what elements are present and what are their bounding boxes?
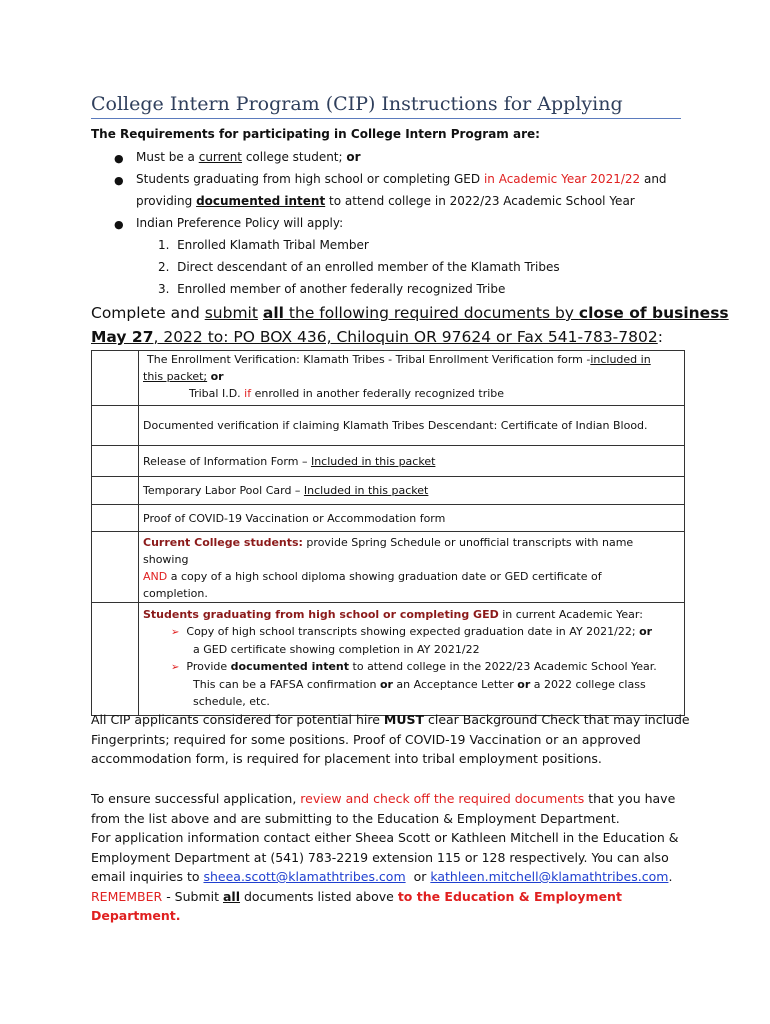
checkbox[interactable] [92,505,139,532]
requirements-heading: The Requirements for participating in College Intern Program are: [91,127,540,141]
checkbox[interactable] [92,603,139,716]
preference-2: 2. Direct descendant of an enrolled member of the Klamath Tribes [158,260,560,274]
requirement-2-cont: providing documented intent to attend college in 2022/23 Academic School Year [136,194,635,208]
checkbox[interactable] [92,477,139,505]
requirement-3: Indian Preference Policy will apply: [136,216,344,230]
submit-instruction-line2: May 27, 2022 to: PO BOX 436, Chiloquin OR 97624 or Fax 541-783-7802: [91,328,663,346]
requirement-1: Must be a current college student; or [136,150,361,164]
table-row [92,351,685,406]
submit-instruction-line1: Complete and submit all the following required documents by close of business [91,304,729,322]
table-row [92,603,685,716]
doc-release-form: Release of Information Form – Included in this packet [139,446,685,477]
doc-graduating-students: Students graduating from high school or completing GED in current Academic Year: ➢ Copy of high school transcripts showing expected graduation date in AY 2021/22; or a GED certificate showing completion in AY 2021/22 ➢ Provide documented intent to attend college in the 2022/23 Academic School Year. This can be a FAFSA confirmation or an Acceptance Letter or a 2022 college class schedule, etc. [139,603,685,716]
checkbox[interactable] [92,532,139,603]
table-row [92,532,685,603]
email-link-sheea[interactable]: sheea.scott@klamathtribes.com [203,869,406,884]
bullet-icon: ● [114,152,124,165]
email-link-kathleen[interactable]: kathleen.mitchell@klamathtribes.com [430,869,669,884]
checkbox[interactable] [92,351,139,406]
background-check-paragraph: All CIP applicants considered for potential hire MUST clear Background Check that may include Fingerprints; required for some positions. Proof of COVID-19 Vaccination or an approved accommodation form, is required for placement into tribal employment positions. [91,712,690,766]
doc-covid-proof: Proof of COVID-19 Vaccination or Accommodation form [139,505,685,532]
checkbox[interactable] [92,406,139,446]
doc-enrollment-verification: The Enrollment Verification: Klamath Tribes - Tribal Enrollment Verification form -included in this packet; or Tribal I.D. if enrolled in another federally recognized tribe [139,351,685,406]
doc-labor-pool-card: Temporary Labor Pool Card – Included in this packet [139,477,685,505]
preference-1: 1. Enrolled Klamath Tribal Member [158,238,369,252]
doc-current-students: Current College students: provide Spring Schedule or unofficial transcripts with name showing AND a copy of a high school diploma showing graduation date or GED certificate of completion. [139,532,685,603]
arrow-bullet-icon: ➢ [171,627,180,638]
bullet-icon: ● [114,218,124,231]
preference-3: 3. Enrolled member of another federally recognized Tribe [158,282,506,296]
requirement-2: Students graduating from high school or completing GED in Academic Year 2021/22 and [136,172,667,186]
table-row [92,505,685,532]
checkbox[interactable] [92,446,139,477]
table-row [92,406,685,446]
table-row [92,446,685,477]
bullet-icon: ● [114,174,124,187]
arrow-bullet-icon: ➢ [171,662,180,673]
closing-paragraph: To ensure successful application, review and check off the required documents that you have from the list above and are submitting to the Education & Employment Department. For application information contact either Sheea Scott or Kathleen Mitchell in the Education & Employment Department at (541) 783-2219 extension 115 or 128 respectively. You can also email inquiries to sheea.scott@klamathtribes.com or kathleen.mitchell@klamathtribes.com. REMEMBER - Submit all documents listed above to the Education & Employment Department. [91,791,679,923]
doc-descendant-verification: Documented verification if claiming Klamath Tribes Descendant: Certificate of Indian Blood. [139,406,685,446]
page-title: College Intern Program (CIP) Instructions for Applying [91,93,681,119]
documents-checklist [91,350,685,716]
table-row [92,477,685,505]
